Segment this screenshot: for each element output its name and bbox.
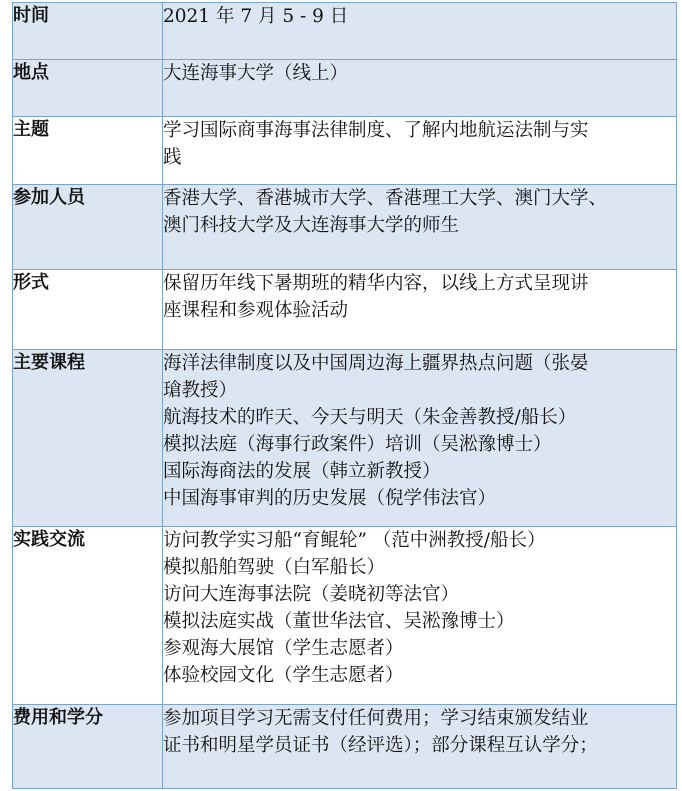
row-practice (13, 527, 677, 705)
row-location (13, 60, 677, 117)
value-line: 访问大连海事法院（姜晓初等法官） (163, 584, 460, 605)
value-line: 香港大学、香港城市大学、香港理工大学、澳门大学、 (163, 188, 608, 209)
value-line: 航海技术的昨天、今天与明天（朱金善教授/船长） (163, 407, 577, 428)
value-line: 模拟法庭实战（董世华法官、吴淞豫博士） (163, 611, 515, 632)
value-line: 模拟船舶驾驶（白军船长） (163, 557, 386, 578)
value-line: 参观海大展馆（学生志愿者） (163, 638, 404, 659)
value-line: 瑲教授） (163, 380, 238, 401)
value-line: 中国海事审判的历史发展（倪学伟法官） (163, 488, 497, 509)
row-participants (13, 185, 677, 270)
row-label: 主要课程 (13, 350, 163, 527)
value-line: 学习国际商事海事法律制度、了解内地航运法制与实 (163, 120, 589, 141)
row-time (13, 3, 677, 60)
value-line: 模拟法庭（海事行政案件）培训（吴淞豫博士） (163, 434, 552, 455)
value-line: 访问教学实习船“育鲲轮” （范中洲教授/船长） (163, 530, 546, 551)
value-line: 证书和明星学员证书（经评选）；部分课程互认学分； (163, 735, 598, 756)
value-line: 国际海商法的发展（韩立新教授） (163, 461, 441, 482)
value-line: 大连海事大学（线上） (163, 63, 349, 84)
value-line: 保留历年线下暑期班的精华内容，以线上方式呈现讲 (163, 273, 589, 294)
row-value (163, 117, 677, 185)
value-line: 参加项目学习无需支付任何费用；学习结束颁发结业 (163, 708, 589, 729)
value-line: 座课程和参观体验活动 (163, 300, 349, 321)
row-fees-credits (13, 705, 677, 789)
row-value (163, 60, 677, 117)
row-label: 参加人员 (13, 185, 163, 270)
row-value (163, 705, 677, 789)
row-value (163, 527, 677, 705)
value-line: 践 (163, 147, 182, 168)
program-info-table (12, 2, 677, 789)
value-line: 2021 年 7 月 5 - 9 日 (163, 6, 349, 27)
row-label: 实践交流 (13, 527, 163, 705)
row-value (163, 350, 677, 527)
row-label: 形式 (13, 270, 163, 350)
value-line: 海洋法律制度以及中国周边海上疆界热点问题（张晏 (163, 353, 589, 374)
row-value (163, 270, 677, 350)
row-courses (13, 350, 677, 527)
row-theme (13, 117, 677, 185)
row-format (13, 270, 677, 350)
value-line: 体验校园文化（学生志愿者） (163, 665, 404, 686)
row-label: 地点 (13, 60, 163, 117)
value-line: 澳门科技大学及大连海事大学的师生 (163, 215, 460, 236)
row-label: 时间 (13, 3, 163, 60)
row-value (163, 3, 677, 60)
row-label: 主题 (13, 117, 163, 185)
row-value (163, 185, 677, 270)
row-label: 费用和学分 (13, 705, 163, 789)
